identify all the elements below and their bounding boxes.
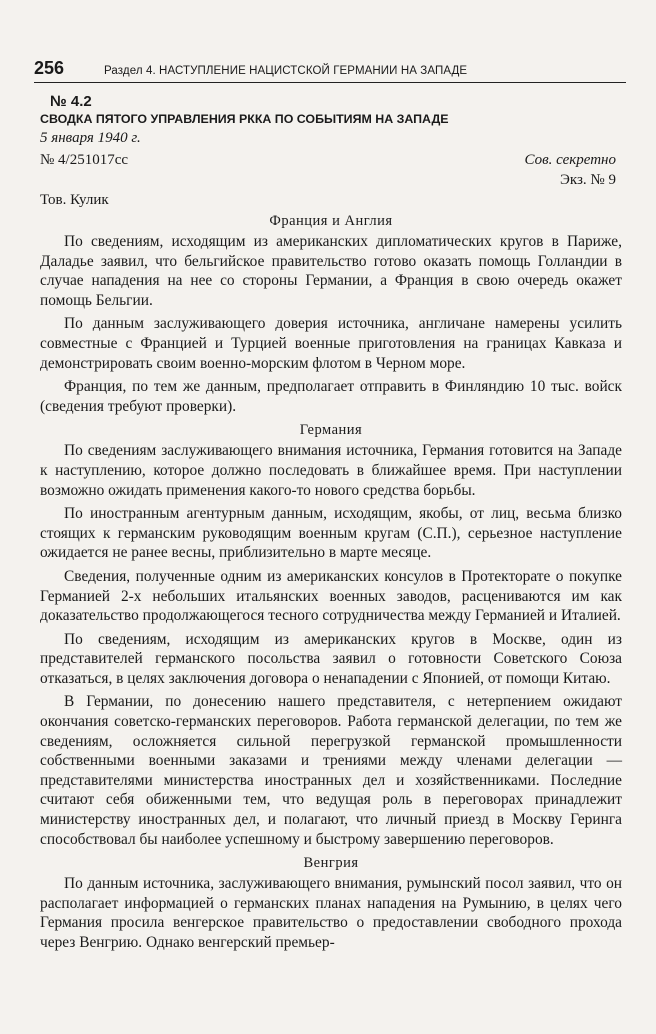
document-title: СВОДКА ПЯТОГО УПРАВЛЕНИЯ РККА ПО СОБЫТИЯМ НА ЗАПАДЕ bbox=[40, 112, 449, 126]
paragraph: По данным заслуживающего доверия источника, англичане намерены усилить совместные с Францией и Турцией военные приготовления на границах Кавказа и демонстрировать своим военно-морским флотом в Черном море. bbox=[40, 315, 622, 372]
document-number: № 4.2 bbox=[50, 93, 92, 110]
document-date: 5 января 1940 г. bbox=[40, 130, 141, 146]
page-number: 256 bbox=[34, 58, 65, 78]
page-header bbox=[34, 58, 626, 83]
paragraph: По сведениям, исходящим из американских кругов в Москве, один из представителей германского посольства заявил о готовности Советского Союза отказаться, в целях заключения договора о ненападении с Японией, от помощи Китаю. bbox=[40, 630, 622, 687]
running-head: Раздел 4. НАСТУПЛЕНИЕ НАЦИСТСКОЙ ГЕРМАНИИ НА ЗАПАДЕ bbox=[104, 65, 468, 77]
copy-number: Экз. № 9 bbox=[560, 172, 616, 188]
section-title-hungary: Венгрия bbox=[303, 855, 359, 872]
paragraph: По сведениям, исходящим из американских дипломатических кругов в Париже, Даладье заявил, что бельгийское правительство готово оказать помощь Голландии в случае нападения на нее со стороны Германии, а Франция в свою очередь окажет помощь Бельгии. bbox=[40, 233, 622, 309]
paragraph: По иностранным агентурным данным, исходящим, якобы, от лиц, весьма близко стоящих к германским руководящим военным кругам (С.П.), серьезное наступление ожидается не ранее весны, приблизительно в марте месяце. bbox=[40, 505, 622, 562]
paragraph: По данным источника, заслуживающего внимания, румынский посол заявил, что он располагает информацией о германских планах нападения на Румынию, в целях чего Германия просила венгерское правительство о предоставлении свободного прохода через Венгрию. Однако венгерский премьер- bbox=[40, 875, 622, 951]
document-meta bbox=[40, 150, 622, 190]
section-title-france-england: Франция и Англия bbox=[269, 213, 393, 229]
paragraph: По сведениям заслуживающего внимания источника, Германия готовится на Западе к наступлению, которое должно последовать в ближайшее время. При наступлении возможно ожидать применения какого-то нового средства борьбы. bbox=[40, 442, 622, 499]
section-title-germany: Германия bbox=[299, 422, 363, 439]
document-body bbox=[40, 92, 622, 955]
paragraph: Сведения, полученные одним из американских консулов в Протекторате о покупке Германией 2-х небольших итальянских военных заводов, расцениваются им как доказательство продолжающегося тесного сотрудничества между Германией и Италией. bbox=[40, 567, 622, 625]
document-code: № 4/251017сс bbox=[40, 152, 129, 168]
classification-block bbox=[525, 150, 623, 190]
classification-stamp: Сов. секретно bbox=[524, 152, 616, 168]
paragraph: В Германии, по донесению нашего представителя, с нетерпением ожидают окончания советско-германских переговоров. Работа германской делегации, по тем же сведениям, осложняется сильной перегрузкой германской промышленности собственными военными заказами и трениями между членами делегации — представителями министерства иностранных дел и хозяйственниками. Последние считают себя обиженными тем, что ведущая роль в переговорах принадлежит министерству иностранных дел, и полагают, что личный приезд в Москву Геринга способствовал бы наиболее успешному и быстрому завершению переговоров. bbox=[40, 693, 622, 848]
paragraph: Франция, по тем же данным, предполагает отправить в Финляндию 10 тыс. войск (сведения требуют проверки). bbox=[40, 378, 622, 415]
addressee: Тов. Кулик bbox=[40, 192, 109, 208]
